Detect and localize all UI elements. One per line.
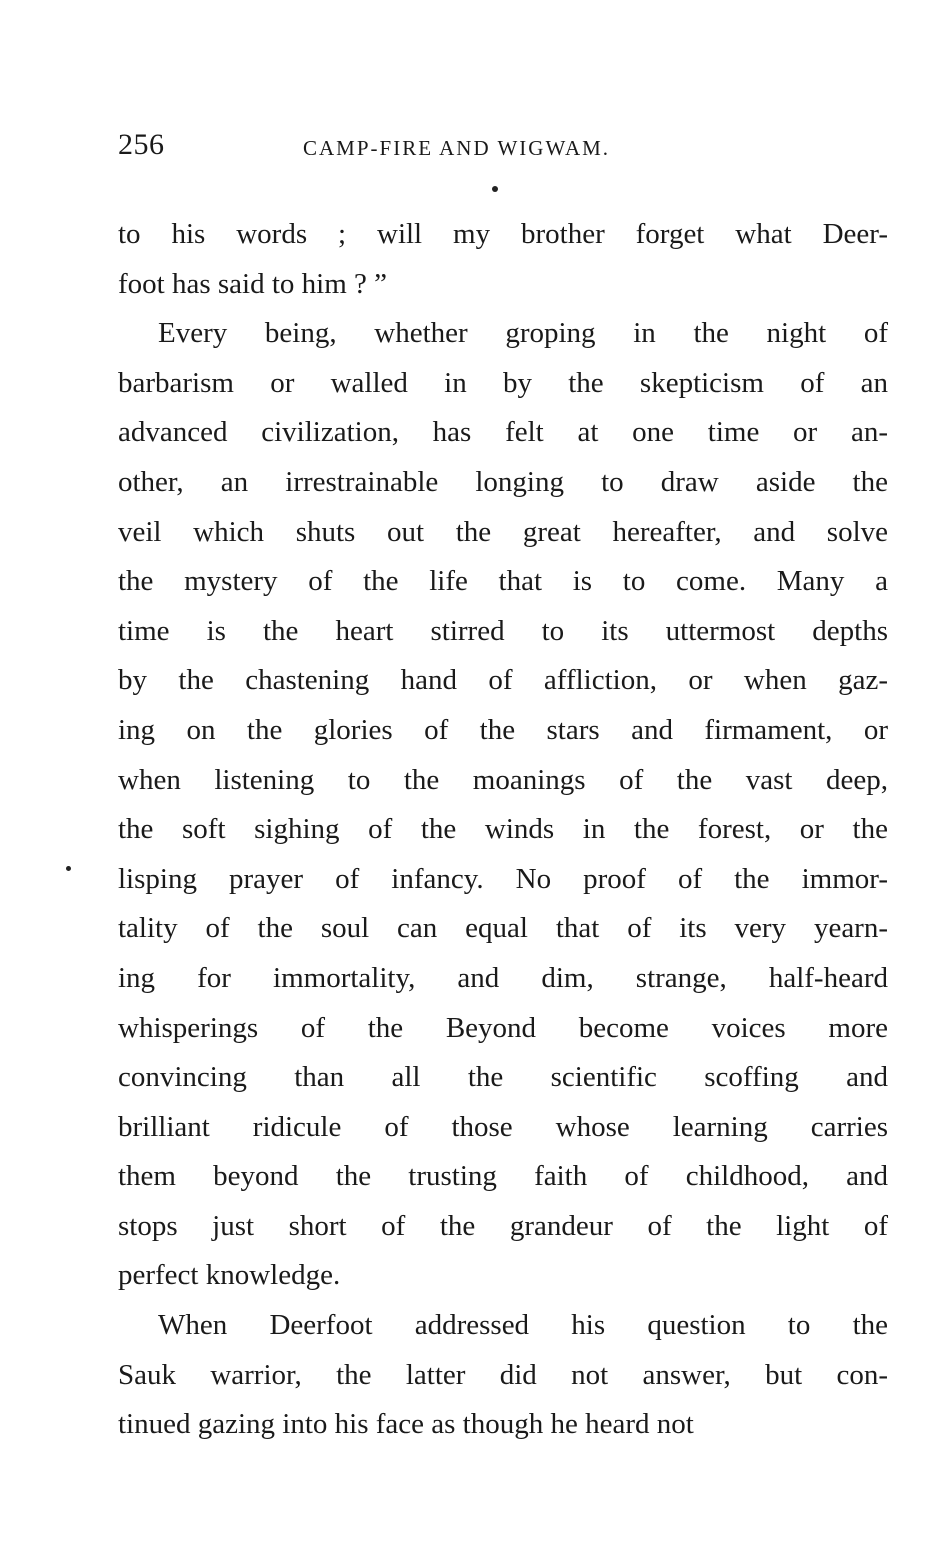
text-line: Every being, whether groping in the night of bbox=[158, 317, 888, 350]
text-line: When Deerfoot addressed his question to the bbox=[158, 1309, 888, 1342]
text-line: Sauk warrior, the latter did not answer, but con- bbox=[118, 1358, 888, 1391]
print-speck bbox=[492, 186, 498, 192]
paragraph bbox=[118, 309, 888, 1301]
text-line: when listening to the moanings of the vast deep, bbox=[118, 763, 888, 796]
text-line: barbarism or walled in by the skepticism of an bbox=[118, 366, 888, 399]
text-line: the soft sighing of the winds in the forest, or the bbox=[118, 813, 888, 846]
text-line: foot has said to him ? ” bbox=[118, 267, 388, 300]
text-line: lisping prayer of infancy. No proof of the immor- bbox=[118, 862, 888, 895]
text-line: perfect knowledge. bbox=[118, 1259, 341, 1292]
book-title: CAMP-FIRE AND WIGWAM. bbox=[303, 136, 611, 160]
text-line: them beyond the trusting faith of childhood, and bbox=[118, 1160, 888, 1193]
text-line: time is the heart stirred to its uttermost depths bbox=[118, 614, 888, 647]
paragraph bbox=[118, 1301, 888, 1450]
text-line: ing on the glories of the stars and firmament, or bbox=[118, 713, 888, 746]
text-line: tality of the soul can equal that of its very yearn- bbox=[118, 912, 888, 945]
page-number: 256 bbox=[118, 128, 165, 161]
text-line: advanced civilization, has felt at one time or an- bbox=[118, 416, 888, 449]
text-line: convincing than all the scientific scoffing and bbox=[118, 1061, 888, 1094]
text-line: other, an irrestrainable longing to draw aside the bbox=[118, 465, 888, 498]
text-line: by the chastening hand of affliction, or when gaz- bbox=[118, 664, 888, 697]
text-line: brilliant ridicule of those whose learning carries bbox=[118, 1110, 888, 1143]
text-line: whisperings of the Beyond become voices more bbox=[118, 1011, 888, 1044]
paragraph bbox=[118, 210, 888, 309]
text-line: veil which shuts out the great hereafter, and solve bbox=[118, 515, 888, 548]
text-line: stops just short of the grandeur of the light of bbox=[118, 1209, 888, 1242]
text-line: ing for immortality, and dim, strange, half-heard bbox=[118, 961, 888, 994]
text-line: the mystery of the life that is to come. Many a bbox=[118, 565, 888, 598]
text-line: to his words ; will my brother forget what Deer- bbox=[118, 218, 888, 250]
text-line: tinued gazing into his face as though he heard not bbox=[118, 1408, 694, 1441]
print-speck bbox=[66, 866, 71, 871]
running-head bbox=[118, 128, 888, 168]
body-text bbox=[118, 210, 888, 1450]
